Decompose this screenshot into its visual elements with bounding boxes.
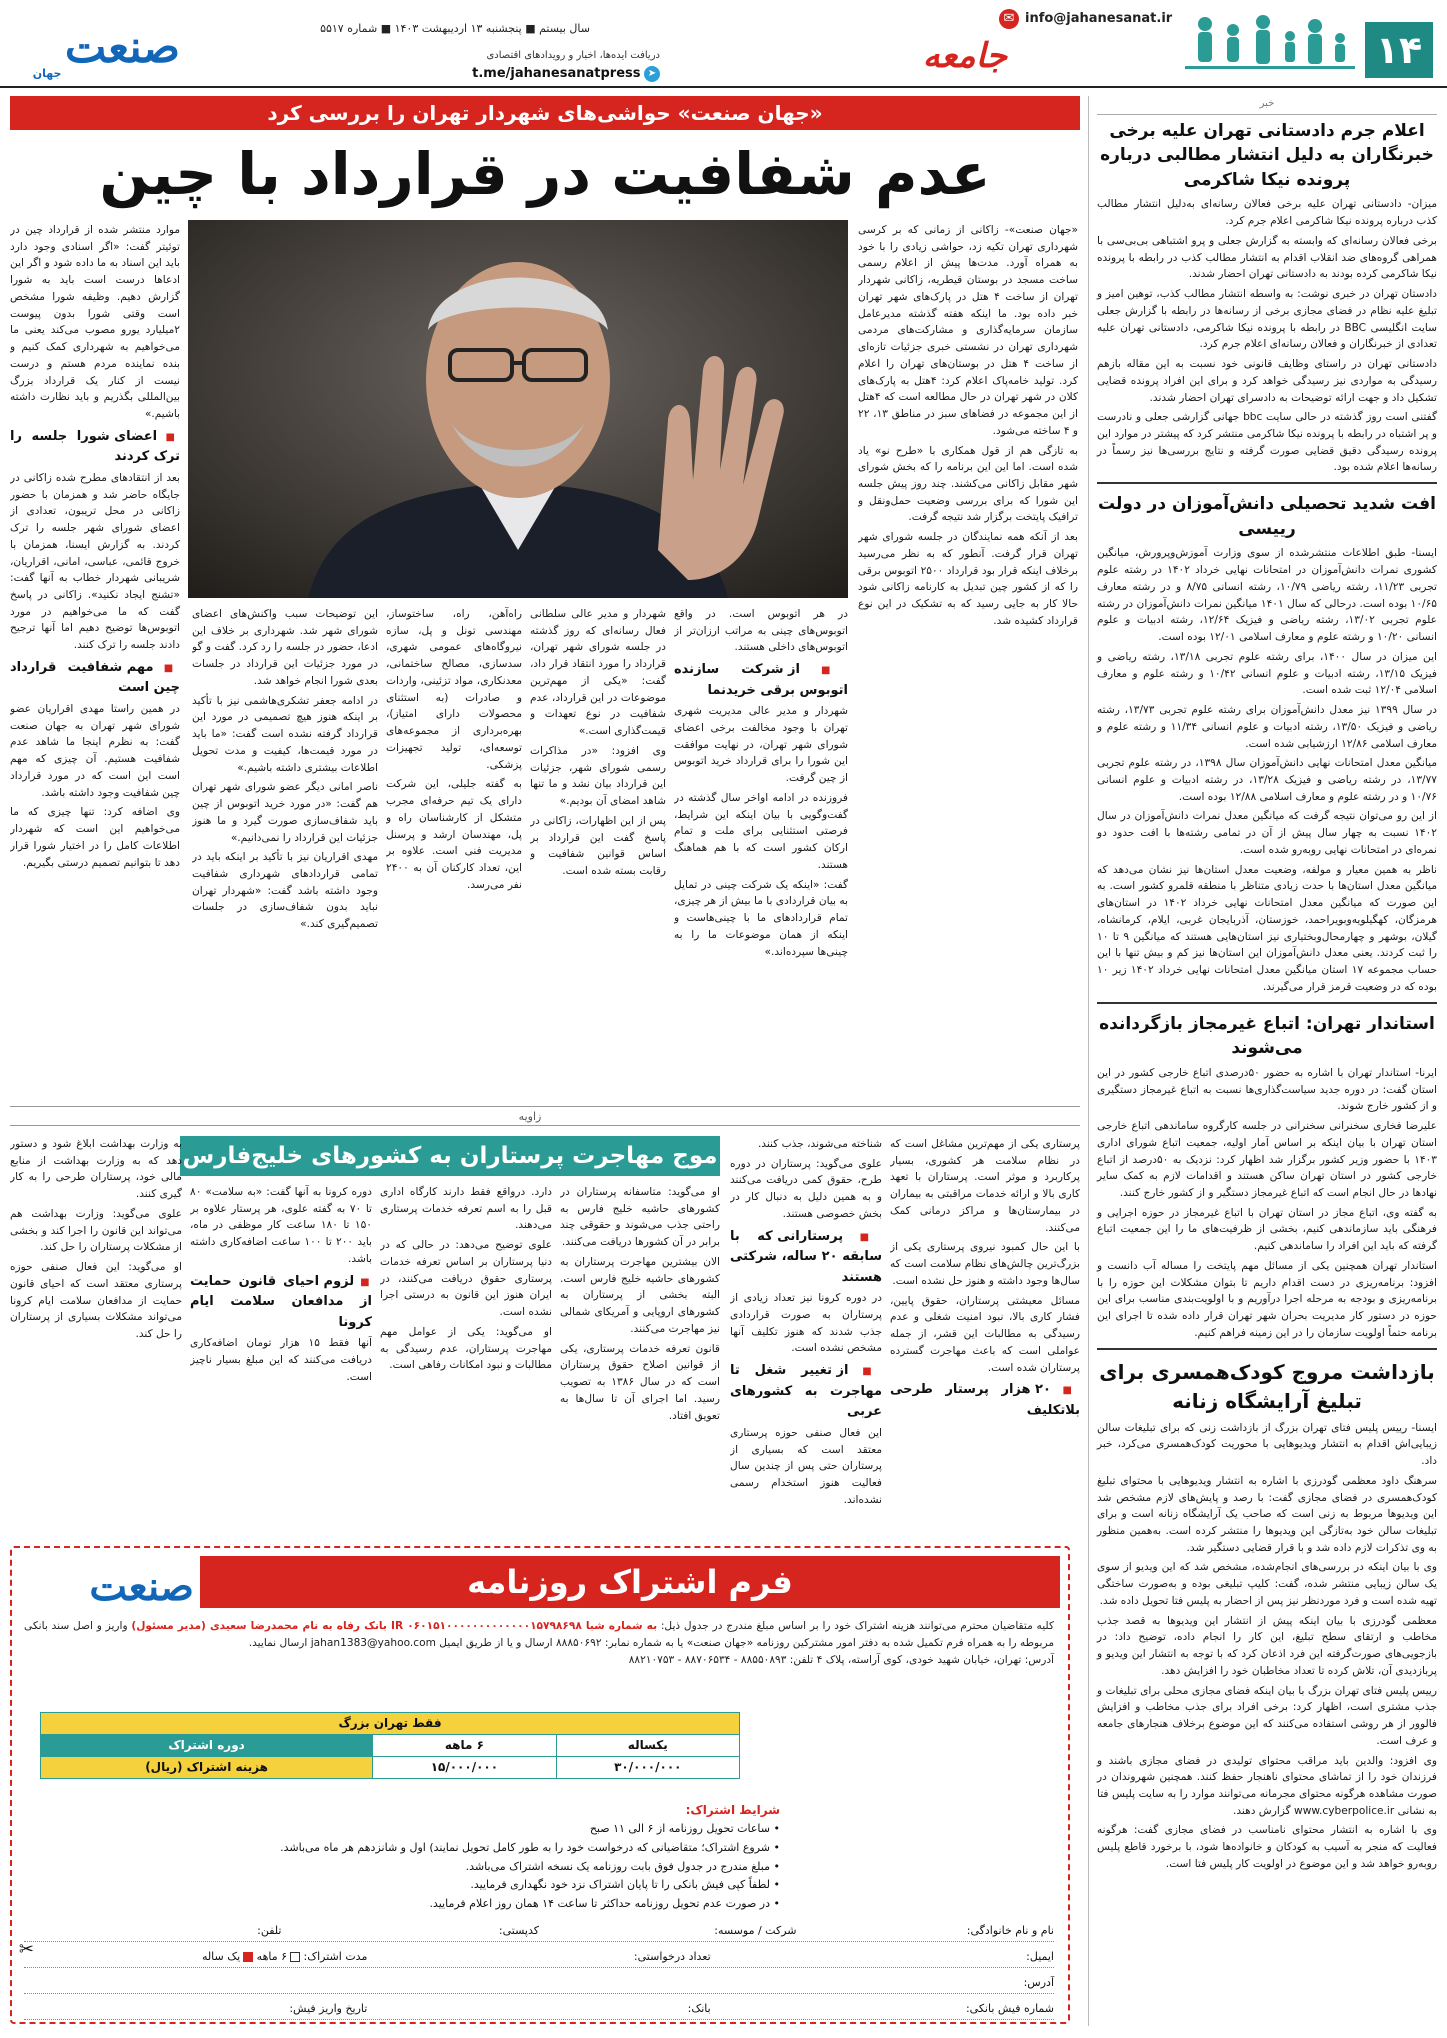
paragraph: در دوره کرونا نیز تعداد زیادی از پرستاران به صورت قراردادی جذب شدند که هنوز تکلیف آنها مشخص نشده است. <box>730 1292 882 1355</box>
header-6m: ۶ ماهه <box>373 1735 556 1757</box>
condition-item: • مبلغ مندرج در جدول فوق بابت روزنامه یک نسخه اشتراک می‌باشد. <box>465 1859 780 1873</box>
paragraph: گفت: «اینکه یک شرکت چینی در تمایل به بیان قراردادی با ما بیش از هر چیزی، تمام قراردادهای ما با چینی‌هاست و اینکه از همان موضوعات ما را به چینی‌ها سپرده‌اند.» <box>674 878 848 958</box>
subhead: ■ از شرکت سازنده اتوبوس برقی خریدنما <box>674 660 848 701</box>
paragraph: این توضیحات سبب واکنش‌های اعضای شورای شهر شد. شهرداری بر خلاف این ادعا، حضور در جلسه را رد کرد. گفت و گو در مورد جزئیات این قرارداد در جلسات بعدی شورا انجام خواهد شد. <box>192 608 378 687</box>
news-title: استاندار تهران: اتباع غیرمجاز بازگردانده می‌شوند <box>1099 1013 1435 1059</box>
condition-text: در صورت عدم تحویل روزنامه حداکثر تا ساعت ۱۴ همان روز اعلام فرمایید. <box>429 1897 770 1911</box>
paragraph: دوره کرونا به آنها گفت: «به سلامت» ۸۰ تا ۷۰ به گفته علوی، هر پرستار علاوه بر ۱۵۰ تا ۱۸۰ ساعت کار موظفی در ماه، باید ۲۰۰ تا ۱۰۰ ساعت اضافه‌کاری داشته باشد. <box>190 1186 372 1265</box>
paragraph: قانون تعرفه خدمات پرستاری، یکی از قوانین اصلاح حقوق پرستاران است که در سال ۱۳۸۶ به تصویب رسید. اما اجرای آن تا سال‌ها به تعویق افتاد. <box>560 1342 720 1422</box>
subhead: ■ ۲۰ هزار پرستار طرحی بلاتکلیف <box>890 1380 1080 1421</box>
paragraph: دادستانی تهران در راستای وظایف قانونی خود نسبت به این مقاله بازهم رسیدگی به مواردی نیز رسیدگی خواهد کرد و برای این افراد پرونده قضایی تشکیل داد و جهت ارائه توضیحات به دادسرای تهران احضار شدند. <box>1097 358 1437 404</box>
news-item-child-marriage <box>1097 1358 1437 1873</box>
paragraph: شهردار و مدیر عالی سلطانی فعال رسانه‌ای که روز گذشته در جلسه شورای شهر تهران، قرارداد را مورد انتقاد قرار داد، گفت: «یکی از مهم‌ترین موضوعات در این قرارداد، عدم شفافیت در نوع تعهدات و قیمت‌گذاری است.» <box>530 608 666 738</box>
name-field[interactable]: نام و نام خانوادگی: <box>966 1923 1054 1937</box>
news-divider <box>1097 1002 1437 1004</box>
duration-field <box>24 1948 367 1965</box>
email-contact[interactable] <box>999 8 1179 30</box>
nurse-col-3 <box>560 1184 720 1536</box>
news-item-prosecutor <box>1097 119 1437 477</box>
zavieh-label: زاویه <box>470 1108 590 1124</box>
receipt-field[interactable]: شماره فیش بانکی: <box>965 2001 1054 2015</box>
paragraph: وی با بیان اینکه در بررسی‌های انجام‌شده، مشخص شد که این ویدیو از سوی یک سالن زیبایی منتشر شده، گفت: کلیپ تبلیغی بوده و به‌صورت ساختگی تهیه شده است و فرد موردنظر نیز پس از احضار به پلیس فتا تحویل داده شد. <box>1097 1561 1437 1607</box>
duration-label: مدت اشتراک: <box>303 1949 368 1963</box>
price-6m: ۱۵/۰۰۰/۰۰۰ <box>373 1757 556 1779</box>
paragraph: وی با اشاره به انتشار محتوای نامناسب در فضای مجازی گفت: هرگونه فعالیت که منجر به آسیب به کودکان و خانواده‌ها شود، با برخورد قاطع پلیس روبه‌رو خواهد شد و این موضوع در اولویت کار پلیس فتا است. <box>1097 1824 1437 1870</box>
subscription-logo <box>24 1556 194 1612</box>
main-story-col-5 <box>192 606 378 1102</box>
paragraph: شهردار و مدیر عالی مدیریت شهری تهران با وجود مخالفت برخی اعضای شورای شهر تهران، در نهایت موافقت این شورا را برای قرارداد خرید اتوبوس از چین گرفت. <box>674 705 848 785</box>
paragraph: به تازگی هم از قول همکاری با «طرح نو» یاد شده است. اما این این برنامه را که بخش شورای شهر مقابل زاکانی می‌کشند. چند روز پیش جلسه این شورا که برای بررسی وضعیت حمل‌ونقل و ترافیک پایتخت برگزار شد نتیجه گرفت. <box>858 444 1078 524</box>
main-story-col-6 <box>10 222 180 1102</box>
subscription-fields <box>24 1920 1054 2024</box>
paragraph: ناصر امانی دیگر عضو شورای شهر تهران هم گفت: «در مورد خرید اتوبوس از چین باید شفاف‌سازی صورت گیرد و ما هنوز جزئیات این قرارداد را نمی‌دانیم.» <box>192 781 378 844</box>
condition-item: • لطفاً کپی فیش بانکی را تا پایان اشتراک نزد خود نگهداری فرمایید. <box>470 1878 780 1892</box>
paragraph: با این حال کمبود نیروی پرستاری یکی از بزرگ‌ترین چالش‌های نظام سلامت است که سال‌ها وجود داشته و هنوز حل نشده است. <box>890 1241 1080 1287</box>
subhead: ■ مهم شفافیت قرارداد چین است <box>10 658 180 699</box>
page-number: ۱۴ <box>1365 22 1433 78</box>
nurse-col-6 <box>10 1136 182 1536</box>
paragraph: شناخته می‌شوند، جذب کنند. <box>757 1138 882 1150</box>
column-kicker: خبر <box>1097 96 1437 115</box>
right-news-column <box>1097 96 1437 2026</box>
paragraph: الان بیشترین مهاجرت پرستاران به کشورهای حاشیه خلیج فارس است. البته بخشی از پرستاران به کشورهای اروپایی و آمریکای شمالی نیز مهاجرت می‌کنند. <box>560 1255 720 1335</box>
main-story-col-1 <box>858 222 1078 1102</box>
telegram-note: دریافت ایده‌ها، اخبار و رویدادهای اقتصادی <box>486 50 660 61</box>
paragraph: راه‌آهن، راه، ساختوساز، مهندسی تونل و پل، سازه نیروگاه‌های عمومی شهری، سدسازی، مصالح ساختمانی، معدنکاری، مواد تزئینی، واردات و صادرات (به استثنای محصولات دارای امتیاز)، بهره‌برداری از مجموعه‌های توسعه‌ای، تولید تجهیزات پزشکی. <box>386 608 522 771</box>
condition-item: • شروع اشتراک؛ متقاضیانی که درخواست خود را به طور کامل تحویل نمایند) اول و شانزدهم هر ماه می‌باشد. <box>280 1841 780 1855</box>
field-row <box>24 1920 1054 1942</box>
news-title: بازداشت مروج کودک‌همسری برای تبلیغ آرایشگاه زنانه <box>1099 1359 1435 1413</box>
telegram-link[interactable]: t.me/jahanesanatpress <box>472 65 641 81</box>
phone-field[interactable]: تلفن: <box>257 1923 282 1937</box>
paragraph: گفتنی است روز گذشته در حالی سایت bbc جهانی گزارشی جعلی و نادرست و پر اشتباه در رابطه با پرونده نیکا شاکرمی منتشر کرد که پیشتر در موارد این پرونده رسیدگی دقیق قضایی صورت گرفته و نتایج بررسی‌ها نیز رسماً در رسانه‌ها اعلام شده بود. <box>1097 411 1437 474</box>
nurse-col-5 <box>190 1184 372 1536</box>
condition-text: ساعات تحویل روزنامه از ۶ الی ۱۱ صبح <box>589 1822 770 1836</box>
news-body <box>1097 545 1437 995</box>
paragraph: ناظر به همین معیار و مولفه، وضعیت معدل استان‌ها نیز نشان می‌دهد که میانگین معدل استان‌ها با حدت زیادی متناظر با منطقه قلمرو کشور است. به این صورت که میانگین معدل امتحانات نهایی خرداد ۱۴۰۲ در استان‌های هرمزگان، کهگیلویه‌وبویراحمد، خوزستان، آذربایجان غربی، ایلام، کرمانشاه، گیلان، بوشهر و چهارمحال‌وبختیاری نیز استان‌هایی هستند که میانگین ۹ تا ۱۰ را ثبت کردند. یعنی معدل دانش‌آموزان این استان‌ها نیز کم و بیش تنها با این حساب مجموعه ۱۷ استان میانگین معدل امتحانات نهایی خرداد ۱۴۰۲ زیر ۱۰ بوده که در وضعیت قرمز قرار می‌گیرند. <box>1097 863 1437 993</box>
column-divider <box>1088 96 1089 2026</box>
news-body <box>1097 196 1437 476</box>
condition-text: شروع اشتراک؛ متقاضیانی که درخواست خود را به طور کامل تحویل نمایند) اول و شانزدهم هر ماه می‌باشد. <box>280 1841 770 1855</box>
logo-text: صنعت <box>64 22 180 73</box>
account-text: به شماره شبا ۰۶۰۱۵۱۰۰۰۰۰۰۰۰۰۰۰۰۰۱۵۷۹۸۶۹۸ IR بانک رفاه به نام محمدرضا سعیدی (مدیر مسئول) <box>131 1620 658 1632</box>
issue-info: سال بیستم ■ پنجشنبه ۱۳ اردیبهشت ۱۴۰۳ ■ شماره ۵۵۱۷ <box>320 22 590 35</box>
paragraph: ایرنا- استاندار تهران با اشاره به حضور ۵۰درصدی اتباع خارجی کشور در این استان گفت: در دوره جدید سیاست‌گذاری‌ها نسبت به اتباع غیرمجاز دستگیری و از کشور خارج شوند. <box>1097 1066 1437 1113</box>
intro-text: کلیه متقاضیان محترم می‌توانند هزینه اشتراک خود را بر اساس مبلغ مندرج در جدول ذیل: <box>660 1620 1054 1632</box>
news-divider <box>1097 482 1437 484</box>
paragraph: در سال ۱۳۹۹ نیز معدل دانش‌آموزان برای رشته علوم تجربی ۱۳/۷۳، رشته ریاضی و فیزیک ۱۳/۵۰، رشته ادبیات و علوم انسانی ۱۱/۳۴ و رشته علوم و معارف اسلامی ۱۲/۸۶ ارزشیابی شده است. <box>1097 704 1438 750</box>
paragraph: ایسنا- رییس پلیس فتای تهران بزرگ از بازداشت زنی که برای تبلیغات سالن زیبایی‌اش اقدام به انتشار ویدیوهایی با محوریت کودک‌همسری می‌کرد، خبر داد. <box>1097 1421 1437 1468</box>
main-story-col-3 <box>530 606 666 1102</box>
email-icon: ✉ <box>999 9 1019 29</box>
paragraph: وی افزود: والدین باید مراقب محتوای تولیدی در فضای مجازی باشند و فرزندان خود را از تماشای محتوای ناهنجار حفظ کنند. همچنین شهروندان در صورت مشاهده هرگونه محتوای مجرمانه می‌توانند موارد را به سایت پلیس فتا به نشانی www.cyberpolice.ir گزارش دهند. <box>1097 1754 1437 1817</box>
news-body <box>1097 1065 1437 1342</box>
paragraph: مهدی اقراریان نیز با تأکید بر اینکه باید در تمامی قراردادهای شهرداری شفافیت وجود داشته باشد گفت: «شهردار تهران نباید بدون شفاف‌سازی در جلسات تصمیم‌گیری کند.» <box>192 851 378 931</box>
condition-text: لطفاً کپی فیش بانکی را تا پایان اشتراک نزد خود نگهداری فرمایید. <box>470 1878 770 1892</box>
news-title: اعلام جرم دادستانی تهران علیه برخی خبرنگاران به دلیل انتشار مطالبی درباره پرونده نیکا شاکرمی <box>1100 120 1434 190</box>
address-text: آدرس: تهران، خیابان شهید خودی، کوی آراسته، پلاک ۴ تلفن: ۸۸۵۵۰۸۹۳ - ۸۸۷۰۶۵۳۴ - ۸۸۲۱۰۷۵۳ <box>628 1653 1054 1666</box>
table-title: فقط تهران بزرگ <box>41 1713 740 1735</box>
conditions-title: شرایط اشتراک: <box>685 1803 780 1817</box>
subscription-title: فرم اشتراک روزنامه <box>200 1556 1060 1608</box>
logo-text: صنعت <box>89 1563 194 1610</box>
email-field[interactable]: ایمیل: <box>1026 1949 1054 1963</box>
paragraph: از این رو می‌توان نتیجه گرفت که میانگین معدل نمرات دانش‌آموزان در سال ۱۴۰۲ نسبت به چهار سال پیش از آن در تمامی رشته‌ها با افت حدود دو نمره‌ای در امتحانات نهایی روبه‌رو شده است. <box>1097 810 1437 856</box>
postal-field[interactable]: کدپستی: <box>498 1923 539 1937</box>
main-kicker: «جهان صنعت» حواشی‌های شهردار تهران را بررسی کرد <box>10 96 1080 130</box>
paragraph: وی اضافه کرد: تنها چیزی که ما می‌خواهیم این است که شهردار اطلاعات کامل را در اختیار شورا قرار دهد تا بتوانیم تصمیم درستی بگیریم. <box>10 806 180 869</box>
paragraph: وی افزود: «در مذاکرات رسمی شورای شهر، جزئیات این قرارداد بیان نشد و ما تنها شاهد امضای آن بودیم.» <box>530 744 666 808</box>
condition-text: مبلغ مندرج در جدول فوق بابت روزنامه یک نسخه اشتراک می‌باشد. <box>465 1859 770 1873</box>
paragraph: «جهان صنعت»- زاکانی از زمانی که بر کرسی شهرداری تهران تکیه زد، حواشی زیادی را با خود به همراه آورد. مدت‌ها پیش از اعلام رسمی ساخت مسجد در بوستان قیطریه، زاکانی شهردار تهران از ساخت ۴ هتل در پارک‌های شهر تهران خبر داده بود. ما اینکه هفته گذشته مدیرعامل سازمان سرمایه‌گذاری و مشارکت‌های مردمی شهرداری تهران در نشستی خبری جزئیات تازه‌ای از ساخت ۴ هتل در بوستان‌های تهران را اعلام کرد. تولید خامه‌پاک اعلام کرد: ۴هتل به پارک‌های کلان در شهر تهران در حال مطالعه است که ۴هتل از این مجموعه در فضاهای سبز در مناطق ۱۳، ۲۲ و ۴ ساخته می‌شود. <box>858 224 1078 437</box>
paragraph: به گفته وی، اتباع مجاز در استان تهران با اتباع غیرمجاز در حوزه اجرایی و فرهنگی باید سازماندهی کنیم، بخشی از ظرفیت‌های ما را این جمعیت اتباع گرفته که باید این افراد را ساماندهی کنیم. <box>1097 1206 1437 1253</box>
subhead: ■ پرستارانی که با سابقه ۲۰ ساله، شرکتی هستند <box>730 1227 882 1289</box>
paragraph: علوی می‌گوید: پرستاران در دوره طرح، حقوق کمی دریافت می‌کنند و به همین دلیل به دنبال کار در بخش خصوصی هستند. <box>730 1157 882 1220</box>
count-field[interactable]: تعداد درخواستی: <box>633 1949 711 1963</box>
paragraph: پرستاری یکی از مهم‌ترین مشاغل است که در نظام سلامت هر کشوری، بسیار پرکاربرد و موثر است. پرستاران با تعهد کاری بالا و ارائه خدمات مراقبتی به بیماران در بیمارستان‌ها و مراکز درمانی کمک می‌کنند. <box>890 1138 1080 1234</box>
mayor-photo <box>188 220 848 598</box>
paragraph: این میزان در سال ۱۴۰۰، برای رشته علوم تجربی ۱۳/۱۸، رشته ریاضی و فیزیک ۱۳/۱۵، رشته ادبیات و علوم انسانی ۱۰/۴۲ و رشته علوم و معارف اسلامی ۱۲/۰۴ ثبت شده است. <box>1097 650 1438 697</box>
subhead: ■ اعضای شورا جلسه را ترک کردند <box>10 427 180 468</box>
paragraph: علوی می‌گوید: وزارت بهداشت هم می‌تواند این قانون را اجرا کند و بخشی از مشکلات پرستاران را حل کند. <box>10 1207 182 1254</box>
paragraph: در همین راستا مهدی اقراریان عضو شورای شهر تهران به جهان صنعت گفت: به نظرم اینجا ما شاهد عدم شفافیت هستیم. آن چیزی که مهم است این است که در مورد قرارداد چین شفافیت وجود داشته باشد. <box>10 703 180 799</box>
six-month-label: ۶ ماهه <box>256 1949 288 1963</box>
paragraph: معظمی گودرزی با بیان اینکه پیش از انتشار این ویدیوها به قصد جذب مخاطب و ارتقای سطح تبلیغ، این کار را انجام داده، توضیح داد: در بازجویی‌های صورت‌گرفته این فرد اذعان کرد که با توجه به انتشار این ویدیو و پربازدیدی آن، تلاش کرده تا تعداد مخاطبان خود را افزایش دهد. <box>1097 1614 1437 1677</box>
logo-sub: جهان <box>32 67 62 81</box>
header-divider <box>0 86 1447 88</box>
paragraph: ایسنا- طبق اطلاعات منتشرشده از سوی وزارت آموزش‌وپرورش، میانگین کشوری نمرات دانش‌آموزان در امتحانات نهایی خرداد ۱۴۰۲ در رشته علوم تجربی ۱۱/۲۳، رشته ریاضی ۱۰/۷۹، رشته انسانی ۸/۷۵ و در رشته معارف ۱۰/۶۵ بوده است. درحالی که سال ۱۴۰۱ میانگین نمرات دانش‌آموزان در رشته علوم تجربی ۱۳/۰۲، رشته ریاضی و فیزیک ۱۲/۶۴، رشته ادبیات و علوم انسانی ۱۰/۲۰ و رشته علوم و معارف اسلامی ۱۲/۰۱ بوده است. <box>1097 547 1438 644</box>
paragraph: او می‌گوید: یکی از عوامل مهم مهاجرت پرستاران، عدم رسیدگی به مطالبات و نبود امکانات رفاهی است. <box>380 1325 552 1372</box>
paragraph: علوی توضیح می‌دهد: در حالی که در دنیا پرستاران بر اساس تعرفه خدمات پرستاری حقوق دریافت می‌کنند، در ایران هنوز این قانون به درستی اجرا نشده است. <box>380 1239 552 1319</box>
header-cost: هزینه اشتراک (ریال) <box>41 1757 373 1779</box>
subscription-conditions <box>40 1800 780 1914</box>
paragraph: دارد. درواقع فقط دارند کارگاه اداری قبل را به اسم تعرفه خدمات پرستاری می‌دهند. <box>380 1186 552 1232</box>
paragraph: دادستان تهران در خبری نوشت: به واسطه انتشار مطالب کذب، توهین امیز و تبلیغ علیه نظام در فضای مجازی برخی از رسانه‌ها در رابطه با گزارش جعلی سایت انگلیسی BBC در رابطه با پرونده نیکا شاکرمی، دادستانی تهران علیه تعدادی از خبرنگاران و فعالان رسانه‌ای اعلام جرم کرد. <box>1097 288 1437 351</box>
telegram-icon: ➤ <box>644 66 660 82</box>
one-year-label: یک ساله <box>201 1949 241 1963</box>
field-row <box>24 1946 1054 1968</box>
main-story-col-2 <box>674 606 848 1102</box>
paragraph: بعد از انتقادهای مطرح شده زاکانی در جایگاه حاضر شد و همزمان با حضور زاکانی در محل تریبون، تعدادی از اعضای شورای شهر جلسه را ترک کردند. به گزارش ایسنا، همزمان با خروج قائمی، عباسی، امانی، اقراریان، شریبانی شهردار خطاب به آنها گفت: «تشنج ایجاد نکنید». زاکانی در پاسخ گفت که ما می‌خواهیم در مورد اتوبوس‌ها توضیح دهیم اما آنها ترجیح دادند جلسه را ترک کنند. <box>10 471 180 652</box>
header-period: دوره اشتراک <box>41 1735 373 1757</box>
paragraph: این فعال صنفی حوزه پرستاری معتقد است که بسیاری از پرستاران حتی پس از چندین سال فعالیت هنوز استخدام رسمی نشده‌اند. <box>730 1426 882 1506</box>
news-item-governor <box>1097 1012 1437 1342</box>
nurse-col-2 <box>730 1136 882 1536</box>
paragraph: مسائل معیشتی پرستاران، حقوق پایین، فشار کاری بالا، نبود امنیت شغلی و عدم رسیدگی به مطالبات این قشر، از جمله عواملی است که باعث مهاجرت گسترده پرستاران شده است. <box>890 1294 1080 1374</box>
subhead: ■ لزوم احیای قانون حمایت از مدافعان سلامت ایام کرونا <box>190 1272 372 1334</box>
field-row <box>24 1972 1054 1994</box>
paragraph: سرهنگ داود معظمی گودرزی با اشاره به انتشار ویدیوهایی با محتوای تبلیغ کودک‌همسری در فضای مجازی گفت: با رصد و پایش‌های لازم مشخص شد این ویدیوها مربوط به زنی است که صاحب یک آرایشگاه زنانه است و برای تبلیغات سالن خود به‌تازگی این ویدیوها را منتشر کرده است. به‌همین منظور به وی تذکرات لازم داده شد و با قرار قضایی دستگیر شد. <box>1097 1474 1437 1554</box>
company-field[interactable]: شرکت / موسسه: <box>714 1923 797 1937</box>
field-row <box>24 1998 1054 2020</box>
header-1y: یکساله <box>556 1735 739 1757</box>
paragraph: موارد منتشر شده از قرارداد چین در توئیتر گفت: «اگر اسنادی وجود دارد باید این اسناد به ما داده شود و اگر این ادعاها درست است باید به شورا گزارش دهیم. وظیفه شورا مشخص است وقتی شورا بدون پیوست ۲میلیارد یورو مصوب می‌کند یعنی ما می‌خواهیم به شهرداری کمک کنیم و بنده نماینده مردم هستم و درست نیست از کنار یک قرارداد بزرگ بین‌المللی بگذریم و باید نظارت داشته باشیم.» <box>10 224 180 421</box>
paragraph: میزان- دادستانی تهران علیه برخی فعالان رسانه‌ای به‌دلیل انتشار مطالب کذب درباره پرونده نیکا شاکرمی اعلام جرم کرد. <box>1097 198 1437 228</box>
paragraph: او می‌گوید: متاسفانه پرستاران در کشورهای حاشیه خلیج فارس به راحتی جذب می‌شوند و حقوقی چند برابر در آن کشورها دریافت می‌کنند. <box>560 1186 720 1249</box>
paragraph: به گفته جلیلی، این شرکت دارای یک تیم حرفه‌ای مجرب متشکل از کارشناسان راه و پل، مهندسان ارشد و پرسنل مدیریت فنی است. علاوه بر این، تعداد کارکنان آن به ۲۴۰۰ نفر می‌رسد. <box>386 778 522 891</box>
bank-field[interactable]: بانک: <box>687 2001 711 2015</box>
paragraph: او می‌گوید: این فعال صنفی حوزه پرستاری معتقد است که احیای قانون حمایت از مدافعان سلامت ایام کرونا می‌تواند مشکلات بسیاری از پرستاران را حل کند. <box>10 1261 182 1341</box>
price-table <box>40 1712 740 1779</box>
nurse-col-4 <box>380 1184 552 1536</box>
paragraph: به وزارت بهداشت ابلاغ شود و دستور دهد که به وزارت بهداشت از منابع مالی خود، پرستاران طرحی را به کار گیری کنند. <box>10 1138 182 1201</box>
nurse-headline: موج مهاجرت پرستاران به کشورهای خلیج‌فارس <box>180 1136 720 1176</box>
paragraph: بعد از آنکه همه نمایندگان در جلسه شورای شهر تهران قرار گرفت. آنطور که به نظر می‌رسید برخلاف اینکه قرار بود قرارداد ۲۵۰۰ اتوبوس برقی را که از کشور چین تبدیل به کارنامه زاکانی شود حالا کار به جایی رسید که به تشکیک در این نوع قرارداد کشیده شد. <box>858 531 1078 627</box>
paragraph: فروزنده در ادامه اواخر سال گذشته در گفت‌وگویی با بیان اینکه این شرایط، فرصتی استثنایی برای ملت و تمام ارکان کشور است که با هم هماهنگ هستند. <box>674 791 848 871</box>
six-month-checkbox[interactable] <box>290 1952 300 1962</box>
telegram-box[interactable] <box>330 48 660 80</box>
paragraph: استاندار تهران همچنین یکی از مسائل مهم پایتخت را مساله آب دانست و افزود: برنامه‌ریزی در دست اقدام داریم تا بتوان مشکلات این حوزه را با برنامه‌ریزی و بودجه به مرحله اجرا درآوریم و با اولویت‌بندی مناسب برای این حوزه در دستور کار مدیریت بحران شهر تهران قرار داده شده تا اجرای این برنامه حتماً اولویت سازمان را در این زمینه فراهم کنیم. <box>1097 1259 1437 1339</box>
news-item-students <box>1097 492 1437 995</box>
paragraph: علیرضا فخاری سخنرانی سخنرانی در جلسه کارگروه ساماندهی اتباع خارجی استان تهران با بیان اینکه بر اساس آمار اولیه، جمعیت اتباع شورای اداری ۱۴۰۳ با حضور وزیر کشور برگزار شد اظهار کرد: نزدیک به ۵۰درصد از اتباع خارجی کشور در استان تهران ساکن هستند و اقدامات لازم به کمک سایر نهادها در حال انجام است که اتباع غیرمجاز دستگیر و از کشور خارج کنند. <box>1097 1120 1437 1199</box>
paragraph: میانگین معدل امتحانات نهایی دانش‌آموزان سال ۱۳۹۸، در رشته علوم تجربی ۱۳/۷۷، در رشته ریاضی و فیزیک ۱۳/۲۸، در رشته ادبیات و علوم انسانی ۱۰/۷۶ و در رشته علوم و معارف اسلامی ۱۲/۸۸ بوده است. <box>1097 757 1437 803</box>
condition-item: • ساعات تحویل روزنامه از ۶ الی ۱۱ صبح <box>589 1822 780 1836</box>
paragraph: پس از این اظهارات، زاکانی در پاسخ گفت این قرارداد بر اساس قوانین شفافیت و رقابت بسته شده است. <box>530 814 666 878</box>
main-headline: عدم شفافیت در قرارداد با چین <box>99 140 991 208</box>
address-field[interactable]: آدرس: <box>1023 1975 1054 1989</box>
news-title: افت شدید تحصیلی دانش‌آموزان در دولت رییسی <box>1097 494 1437 539</box>
portrait-illustration-icon <box>188 220 848 598</box>
scissors-icon: ✂ <box>18 1939 34 1960</box>
paragraph: رییس پلیس فتای تهران بزرگ با بیان اینکه فضای مجازی محلی برای تبلیغات و جذب مشتری است، اظهار کرد: برخی افراد برای جذب مخاطب و افزایش فالوور از هر روشی استفاده می‌کنند که این موضوع برخلاف هنجارهای جامعه و عرف است. <box>1097 1684 1437 1747</box>
newspaper-logo <box>10 14 180 80</box>
paragraph: برخی فعالان رسانه‌ای که وابسته به گزارش جعلی و پرو اشتباهی بی‌بی‌سی با همراهی گروه‌های ضد انقلاب اقدام به انتشار مطالب کذب در رابطه با پرونده نیکا شاکرمی کرده بودند به دادستانی تهران احضار شدند. <box>1097 234 1437 281</box>
section-title: جامعه <box>922 36 1007 76</box>
intro-rest: واریز و اصل سند بانکی مربوطه را به همراه فرم تکمیل شده به دفتر امور مشترکین روزنامه «جهان صنعت» یا به شماره نمابر: ۸۸۸۵۰۶۹۲ ارسال و یا از طریق ایمیل jahan1383@yahoo.com ارسال نمایید. <box>24 1620 1054 1649</box>
family-silhouette-icon <box>1185 12 1355 78</box>
news-body <box>1097 1420 1437 1873</box>
date-field[interactable]: تاریخ واریز فیش: <box>289 2001 368 2015</box>
page-header <box>0 0 1447 85</box>
price-1y: ۳۰/۰۰۰/۰۰۰ <box>556 1757 739 1779</box>
main-story-col-4 <box>386 606 522 1102</box>
email-text: info@jahanesanat.ir <box>1025 10 1173 26</box>
paragraph: در ادامه جعفر تشکری‌هاشمی نیز با تأکید بر اینکه هنوز هیچ تصمیمی در مورد این قرارداد گرفته نشده است گفت: «ما باید در مورد قیمت‌ها، کیفیت و مدت تحویل اطلاعات بیشتری داشته باشیم.» <box>192 694 378 774</box>
paragraph: آنها فقط ۱۵ هزار تومان اضافه‌کاری دریافت می‌کنند که این مبلغ بسیار ناچیز است. <box>190 1337 372 1383</box>
one-year-checkbox[interactable] <box>243 1952 253 1962</box>
paragraph: در هر اتوبوس است. در واقع اتوبوس‌های چینی به مراتب ارزان‌تر از اتوبوس‌های داخلی هستند. <box>674 608 848 654</box>
subhead: ■ از تغییر شغل تا مهاجرت به کشورهای عربی <box>730 1361 882 1423</box>
condition-item: • در صورت عدم تحویل روزنامه حداکثر تا ساعت ۱۴ همان روز اعلام فرمایید. <box>429 1897 780 1911</box>
subscription-intro <box>24 1618 1054 1669</box>
news-divider <box>1097 1348 1437 1350</box>
